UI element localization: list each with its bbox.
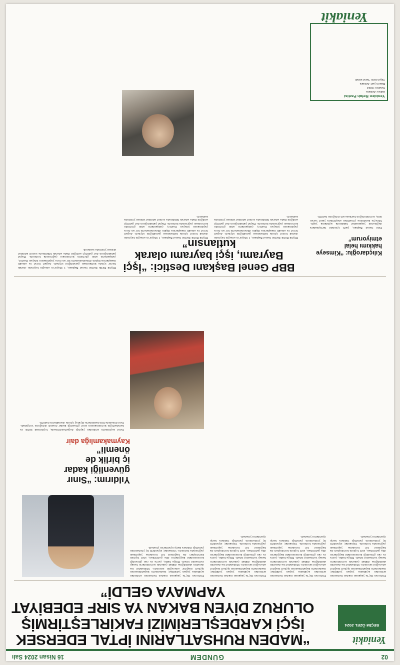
page-number: 02 (381, 653, 388, 659)
left-headline: Kılıçdaroğlu: “Kimseye hakkımı helal etmiyorum” (315, 235, 382, 255)
masthead-logo-top: Yeniakit (352, 634, 386, 645)
info-box-title: Yeniden Refah Partisi (344, 94, 385, 99)
lead-column-1: Erzincan İliç’te yaşanan maden faciasının ardından açıklama yapan yetkililer, madenlerin kapatılmasının işçileri mağdur edeceğini savundu. Muhalefet ise denetim eksikliğine dikkat çekerek sorumluların hesap vermesini istedi. Bölge halkı, çevre ve can güvenliği konusundaki kaygılarını dile getirirken, sivil toplum kuruluşları da bağımsız bir inceleme yapılması çağrısında bulundu. Uzmanlar, siyanürlü liç yönteminin yarattığı risklere karşı uyarılarını yineledi. (330, 535, 386, 577)
top-right-caption: Kaymakamlığa dair (66, 437, 130, 444)
center-column-2: Büyük Birlik Partisi Genel Başkanı, 1 Mayıs’ın emeğin bayramı olarak huzur içinde kutlanması gerektiğini söyledi. Asgari ücret ve emekli maaşlarına ilişkin düzenlemelerin bir an önce yapılmasını isteyen Destici, çalışanların alım gücünün korunması çağrısında bulundu. Hayat pahalılığının dar gelirliyi ezdiğini ifade ederek hükümete somut adımlar atması yönünde seslendi. (124, 215, 208, 239)
center-photo (122, 90, 194, 156)
election-badge: SEÇİM ÖZEL 2024 (338, 605, 386, 631)
lead-photo (130, 331, 204, 429)
masthead-logo-bottom: Yeniakit (321, 9, 368, 24)
center-column-3: Büyük Birlik Partisi Genel Başkanı, 1 Mayıs’ın emeğin bayramı olarak huzur içinde kutlanması gerektiğini söyledi. Asgari ücret ve emekli maaşlarına ilişkin düzenlemelerin bir an önce yapılmasını isteyen Destici, çalışanların alım gücünün korunması çağrısında bulundu. Hayat pahalılığının dar gelirliyi ezdiğini ifade ederek hükümete somut adımlar atması yönünde seslendi. (18, 248, 116, 269)
info-line: Telefon: 0312 (366, 86, 385, 90)
page-date: 16 Nisan 2024 Salı (12, 653, 65, 659)
newspaper-page (6, 4, 394, 661)
info-line: Basım yeri: Ankara (359, 82, 385, 86)
page-header-bar (6, 649, 394, 661)
lead-column-4: Erzincan İliç’te yaşanan maden faciasının ardından açıklama yapan yetkililer, madenlerin kapatılmasının işçileri mağdur edeceğini savundu. Muhalefet ise denetim eksikliğine dikkat çekerek sorumluların hesap vermesini istedi. Bölge halkı, çevre ve can güvenliği konusundaki kaygılarını dile getirirken, sivil toplum kuruluşları da bağımsız bir inceleme yapılması çağrısında bulundu. Uzmanlar, siyanürlü liç yönteminin yarattığı risklere karşı uyarılarını yineledi. (130, 546, 204, 577)
divider-line-middle (14, 276, 386, 277)
lead-column-2: Erzincan İliç’te yaşanan maden faciasının ardından açıklama yapan yetkililer, madenlerin kapatılmasının işçileri mağdur edeceğini savundu. Muhalefet ise denetim eksikliğine dikkat çekerek sorumluların hesap vermesini istedi. Bölge halkı, çevre ve can güvenliği konusundaki kaygılarını dile getirirken, sivil toplum kuruluşları da bağımsız bir inceleme yapılması çağrısında bulundu. Uzmanlar, siyanürlü liç yönteminin yarattığı risklere karşı uyarılarını yineledi. (270, 535, 326, 577)
lead-headline: “MADEN RUHSATLARINI İPTAL EDERSEK İŞÇİ KARDEŞLERİMİZİ FAKİRLEŞTİRMİŞ OLURUZ DİYEN BAKAN YA SIRF EDEBİYAT YAPMAYA GELDİ” (11, 583, 315, 648)
top-right-photo (22, 495, 124, 577)
info-line: Adres: Ankara (366, 90, 385, 94)
info-line: Yayın türü: Yerel süreli (355, 78, 385, 82)
left-body: Eski Genel Başkan, parti içindeki tartışmalara değinerek yaşananlar hakkında açıklama yaptı. Süreçte kendisine yöneltilen eleştirilere yanıt veren isim, sorumluluğun herkese ait olduğunu belirtti. (310, 215, 382, 229)
center-headline: BBP Genel Başkanı Destici: “İşçi Bayramı, işçi bayramı olarak kutlansın” (123, 237, 295, 273)
info-box (310, 23, 388, 101)
top-right-headline: Yıldırım: “Sınır güvenliği kadar iç birlik de önemli” Kaymakamlığa dair (60, 435, 130, 485)
lead-column-3: Erzincan İliç’te yaşanan maden faciasının ardından açıklama yapan yetkililer, madenlerin kapatılmasının işçileri mağdur edeceğini savundu. Muhalefet ise denetim eksikliğine dikkat çekerek sorumluların hesap vermesini istedi. Bölge halkı, çevre ve can güvenliği konusundaki kaygılarını dile getirirken, sivil toplum kuruluşları da bağımsız bir inceleme yapılması çağrısında bulundu. Uzmanlar, siyanürlü liç yönteminin yarattığı risklere karşı uyarılarını yineledi. (210, 535, 266, 577)
center-column-1: Büyük Birlik Partisi Genel Başkanı, 1 Mayıs’ın emeğin bayramı olarak huzur içinde kutlanması gerektiğini söyledi. Asgari ücret ve emekli maaşlarına ilişkin düzenlemelerin bir an önce yapılmasını isteyen Destici, çalışanların alım gücünün korunması çağrısında bulundu. Hayat pahalılığının dar gelirliyi ezdiğini ifade ederek hükümete somut adımlar atması yönünde seslendi. (214, 215, 298, 239)
divider-line (14, 580, 386, 581)
section-title: GÜNDEM (189, 653, 224, 660)
top-right-body: Yerel seçimlerin ardından yaptığı değerlendirmede, toplumsal birlik ve beraberliğin korunmasının sınır güvenliği kadar önemli olduğunu vurguladı. Yeni dönemde tüm kesimlerle diyalog içinde olacaklarını belirtti. (20, 421, 124, 431)
